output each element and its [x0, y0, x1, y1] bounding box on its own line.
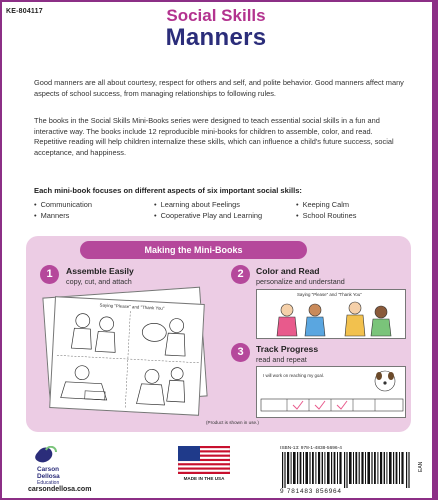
color-sheet	[256, 289, 406, 339]
book-title: Manners	[165, 24, 267, 51]
step-description: personalize and understand	[256, 277, 345, 286]
border-top	[0, 0, 438, 2]
tracking-sheet	[256, 366, 406, 418]
border-left	[0, 0, 2, 500]
skill-item: • School Routines	[296, 211, 356, 220]
barcode-number: 9 781483 856964	[280, 488, 342, 495]
description-paragraph: The books in the Social Skills Mini-Books series were designed to teach essential social skills in a fun and interactive way. The books include 12 reproducible mini-books for children to assemble, color, and read. Repetitive reading will help children internalize these skills, which can influence a child's future success, social acceptance, and happiness.	[34, 116, 394, 157]
step-number: 1	[40, 265, 59, 284]
ean-label: EAN	[418, 461, 424, 472]
step-number: 2	[231, 265, 250, 284]
step-title: Track Progress	[256, 344, 319, 354]
minibook-sheet-front	[49, 296, 205, 416]
logo-word: Dellosa	[37, 473, 60, 480]
intro-paragraph: Good manners are all about courtesy, respect for others and self, and polite behavior. Good manners affect many aspects of school success, from managing relationships to following rules.	[34, 78, 404, 98]
logo-word: Carson	[37, 466, 60, 473]
logo-word: Education	[37, 480, 60, 486]
track-label: I will work on reaching my goal.	[263, 373, 325, 378]
children-line-art	[50, 297, 206, 417]
step-title: Assemble Easily	[66, 266, 134, 276]
tracking-chart-art	[257, 367, 407, 419]
product-caption: (Product is shown in use.)	[206, 420, 259, 425]
sheet-label: Saying "Please" and "Thank You"	[99, 302, 165, 311]
logo-wordmark	[37, 466, 60, 487]
border-right	[432, 0, 438, 500]
series-subtitle: Social Skills	[166, 6, 266, 25]
step-description: copy, cut, and attach	[66, 277, 132, 286]
skill-item: • Communication	[34, 200, 92, 209]
made-in-usa-label: MADE IN THE USA	[183, 476, 225, 481]
step-title: Color and Read	[256, 266, 320, 276]
skills-heading: Each mini-book focuses on different aspects of six important social skills:	[34, 186, 302, 195]
skill-item: • Keeping Calm	[296, 200, 349, 209]
step-description: read and repeat	[256, 355, 307, 364]
panel-heading: Making the Mini-Books	[80, 241, 307, 259]
isbn-text: ISBN-13: 978-1-4838-5696-4	[280, 446, 342, 451]
skill-item: • Manners	[34, 211, 69, 220]
usa-flag-icon	[178, 446, 230, 474]
sheet-label: Saying "Please" and "Thank You"	[297, 292, 362, 297]
skill-item: • Learning about Feelings	[154, 200, 240, 209]
step-number: 3	[231, 343, 250, 362]
website-url: carsondellosa.com	[28, 486, 92, 493]
product-code: KE-804117	[6, 8, 43, 15]
skill-item: • Cooperative Play and Learning	[154, 211, 262, 220]
barcode-icon	[280, 452, 414, 488]
colored-children-art	[257, 290, 407, 340]
